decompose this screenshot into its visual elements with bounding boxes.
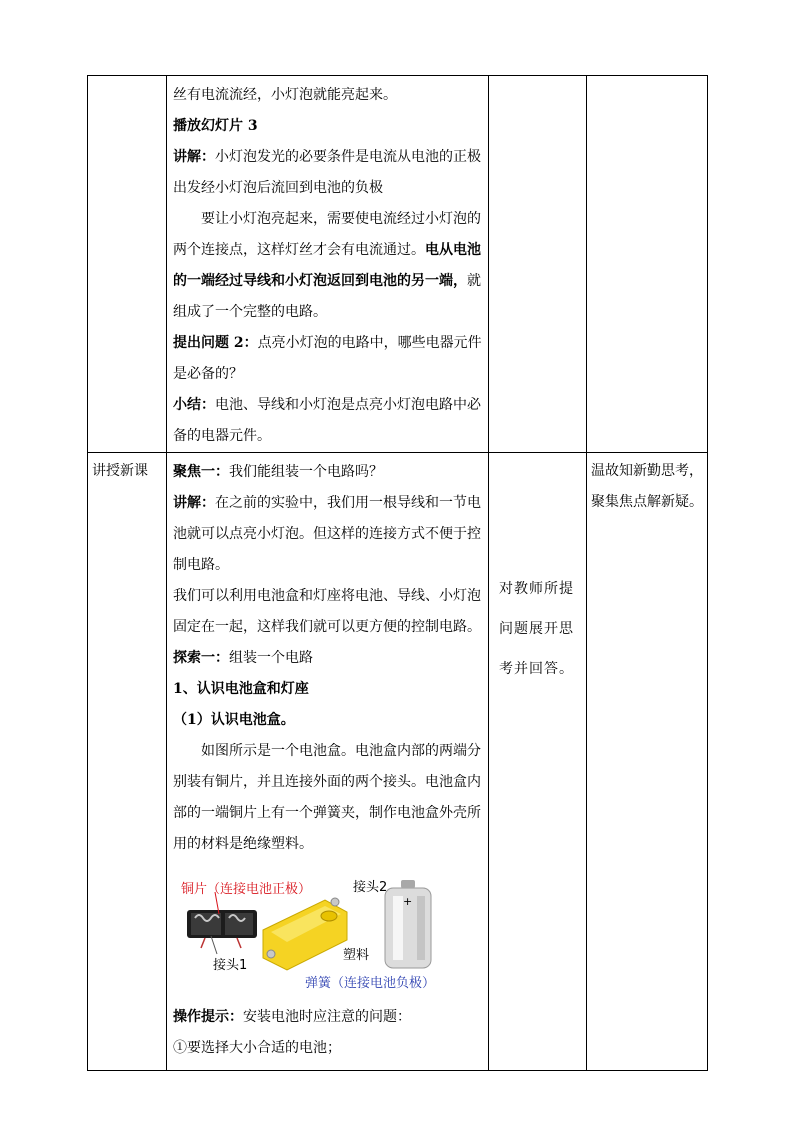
explain-text: 小灯泡发光的必要条件是电流从电池的正极出发经小灯泡后流回到电池的负极	[173, 149, 481, 196]
battery-box-diagram	[175, 870, 445, 991]
stage-cell	[88, 76, 167, 453]
summary-label: 小结：	[173, 397, 215, 413]
explain-text: 在之前的实验中，我们用一根导线和一节电池就可以点亮小灯泡。但这样的连接方式不便于控制电路。	[173, 495, 481, 573]
explain-label: 讲解：	[173, 495, 215, 511]
plastic-label: 塑料	[343, 948, 370, 963]
section-heading: 1、认识电池盒和灯座	[173, 681, 309, 697]
question-text: 点亮小灯泡的电路中，哪些电器元件是必备的？	[173, 335, 482, 382]
stage-label: 讲授新课	[92, 463, 148, 479]
summary-paragraph	[173, 390, 482, 452]
tip-text: 安装电池时应注意的问题：	[243, 1009, 411, 1025]
explore-label: 探索一：	[173, 650, 229, 666]
tip-label: 操作提示：	[173, 1009, 243, 1025]
slide-instruction: 播放幻灯片 3	[173, 118, 258, 134]
subsection-heading: （1）认识电池盒。	[173, 712, 295, 728]
tip-item-1: ①要选择大小合适的电池；	[173, 1040, 341, 1056]
student-activity-text: 对教师所提问题展开思考并回答。	[499, 581, 574, 677]
question-label: 提出问题 2：	[173, 335, 258, 351]
terminal1-label: 接头1	[213, 958, 248, 973]
design-intent-text: 温故知新勤思考，聚集焦点解新疑。	[591, 463, 703, 510]
focus-label: 聚焦一：	[173, 464, 229, 480]
design-intent-cell	[587, 76, 708, 453]
lesson-plan-table	[87, 75, 708, 1071]
plus-sign: +	[403, 895, 413, 908]
table-row	[88, 453, 708, 1071]
circuit-paragraph	[173, 204, 482, 328]
circuit-bold-text: 电从电池的一端经过导线和小灯泡返回到电池的另一端，	[173, 242, 481, 289]
yellow-battery-box	[263, 898, 347, 970]
question-paragraph	[173, 328, 482, 390]
summary-text: 电池、导线和小灯泡是点亮小灯泡电路中必备的电器元件。	[173, 397, 481, 444]
battery-box-description: 如图所示是一个电池盒。电池盒内部的两端分别装有铜片，并且连接外面的两个接头。电池盒内部的一端铜片上有一个弹簧夹，制作电池盒外壳所用的材料是绝缘塑料。	[173, 743, 481, 852]
circuit-text: 要让小灯泡亮起来，需要使电流经过小灯泡的两个连接点，这样灯丝才会有电流通过。	[173, 211, 481, 258]
tip-paragraph	[173, 1002, 482, 1033]
copper-label: 铜片（连接电池正极）	[181, 882, 312, 897]
battery-box-paragraph: 我们可以利用电池盒和灯座将电池、导线、小灯泡固定在一起，这样我们就可以更方便的控制电路。	[173, 588, 481, 635]
explain-label: 讲解：	[173, 149, 215, 165]
focus-paragraph	[173, 457, 482, 488]
table-row	[88, 76, 708, 453]
explain-paragraph	[173, 142, 482, 204]
stage-cell	[88, 453, 167, 1071]
spring-label: 弹簧（连接电池负极）	[305, 976, 436, 991]
teacher-activity-cell	[167, 453, 489, 1071]
student-activity-cell	[489, 453, 587, 1071]
focus-text: 我们能组装一个电路吗？	[229, 464, 383, 480]
continued-text: 丝有电流流经，小灯泡就能亮起来。	[173, 87, 397, 103]
explore-paragraph	[173, 643, 482, 674]
circuit-tail-text: 就组成了一个完整的电路。	[173, 273, 481, 320]
teacher-activity-cell	[167, 76, 489, 453]
terminal2-label: 接头2	[353, 880, 388, 895]
black-battery-holder	[187, 910, 257, 948]
explore-text: 组装一个电路	[229, 650, 313, 666]
explain-paragraph	[173, 488, 482, 581]
student-activity-cell	[489, 76, 587, 453]
design-intent-cell	[587, 453, 708, 1071]
